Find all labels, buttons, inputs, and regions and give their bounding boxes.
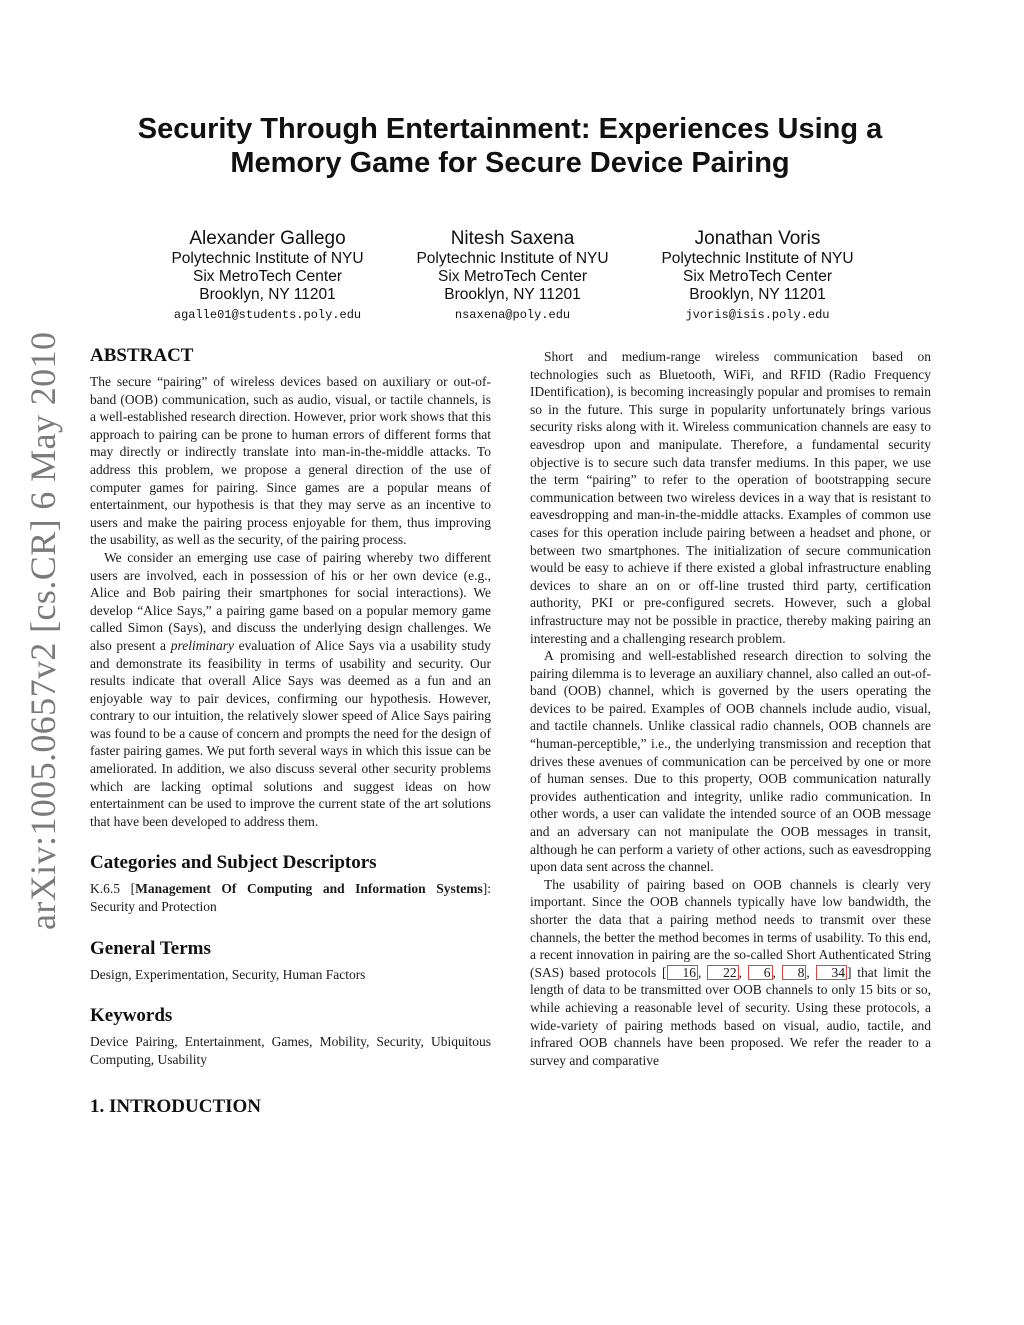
citation-link[interactable]: 6 [748, 965, 773, 980]
categories-heading: Categories and Subject Descriptors [90, 852, 377, 874]
citation-link[interactable]: 22 [707, 965, 739, 980]
author-3 [635, 228, 880, 323]
intro-paragraph-1: Short and medium-range wireless communication based on technologies such as Bluetooth, WiFi, and RFID (Radio Frequency IDentification), is becoming increasingly popular and promises to remain so in the future. This surge in popularity unfortunately brings various security risks along with it. Wireless communication channels are easy to eavesdrop upon and manipulate. Therefore, a fundamental security objective is to secure such data transfer mediums. In this paper, we use the term “pairing” to refer to the operation of bootstrapping secure communication between two wireless devices in a way that is resistant to eavesdropping and man-in-the-middle attacks. Examples of common use cases for this operation include pairing between a headset and phone, or between two smartphones. The initialization of secure communication would be easy to achieve if there existed a global infrastructure enabling devices to share an on or off-line trusted third party, certification authority, PKI or pre-configured secrets. However, such a global infrastructure may not be possible in practice, thereby making pairing an interesting and a challenging research problem. [530, 349, 931, 646]
author-address: Six MetroTech Center [437, 268, 588, 285]
author-city: Brooklyn, NY 11201 [444, 286, 581, 303]
author-affiliation: Polytechnic Institute of NYU [171, 250, 364, 267]
author-email: agalle01@students.poly.edu [173, 308, 362, 322]
emphasis-preliminary: preliminary [170, 637, 234, 653]
author-name: Nitesh Saxena [450, 228, 575, 249]
intro-paragraph-2: A promising and well-established research direction to solving the pairing dilemma is to leverage an auxiliary channel, also called an out-of-band (OOB) channel, which is governed by the users operating the devices to be paired. Examples of OOB channels include audio, visual, and tactile channels. Unlike classical radio channels, OOB channels are “human-perceptible,” i.e., the underlying transmission and reception that drives these avenues of communication can be perceived by one or more of human senses. Due to this property, OOB communication naturally provides authentication and integrity, unlike radio communication. In other words, a user can validate the intended source of an OOB message and an adversary can not manipulate the OOB messages in transit, although he can perform a variety of other actions, such as eavesdropping upon data sent across the channel. [530, 648, 931, 875]
citation-link[interactable]: 34 [816, 965, 848, 980]
citation-link[interactable]: 8 [782, 965, 807, 980]
author-address: Six MetroTech Center [682, 268, 833, 285]
introduction-heading: 1. INTRODUCTION [90, 1096, 262, 1118]
abstract-paragraph-2: We consider an emerging use case of pairing whereby two different users are involved, each in possession of his or her own device (e.g., Alice and Bob pairing their smartphones for social interactions). We develop “Alice Says,” a pairing game based on a popular memory game called Simon (Says), and discuss the underlying design challenges. We also present a preliminary evaluation of Alice Says via a usability study and demonstrate its feasibility in terms of usability and security. Our results indicate that overall Alice Says was deemed as a fun and an enjoyable way to pair devices, confirming our hypothesis. However, contrary to our intuition, the relatively slower speed of Alice Says pairing was found to be a cause of concern and prompts the need for the design of faster pairing games. We put forth several ways in which this issue can be ameliorated. In addition, we also discuss several other security problems which are lacking optimal solutions and suggest ideas on how entertainment can be used to improve the current state of the art solutions that have been developed to address them. [90, 549, 491, 829]
citation-list: [ 16 , 22 , 6 , 8 , 34 ] [662, 964, 852, 980]
general-terms-text: Design, Experimentation, Security, Human Factors [90, 966, 366, 982]
author-address: Six MetroTech Center [192, 268, 343, 285]
title-line-1: Security Through Entertainment: Experiences Using a [137, 113, 883, 145]
author-block [145, 228, 880, 323]
author-email: nsaxena@poly.edu [454, 308, 571, 322]
categories-text: K.6.5 [Management Of Computing and Information Systems]: Security and Protection [90, 881, 491, 915]
right-column [530, 348, 931, 1069]
author-city: Brooklyn, NY 11201 [689, 286, 826, 303]
arxiv-identifier-stamp: arXiv:1005.0657v2 [cs.CR] 6 May 2010 [23, 331, 63, 930]
citation-link[interactable]: 16 [667, 965, 699, 980]
author-2 [390, 228, 635, 323]
abstract-paragraph-1: The secure “pairing” of wireless devices based on auxiliary or out-of-band (OOB) communication, such as audio, visual, or tactile channels, is a well-established research direction. However, prior work shows that this approach to pairing can be prone to human errors of different forms that may directly or indirectly translate into man-in-the-middle attacks. To address this problem, we propose a general direction of the use of computer games for pairing. Since games are a popular means of entertainment, our hypothesis is that they may serve as an incentive to users and make the pairing process enjoyable for them, thus improving the usability, as well as the security, of the pairing process. [90, 374, 491, 548]
abstract-heading: ABSTRACT [90, 345, 194, 366]
author-city: Brooklyn, NY 11201 [199, 286, 336, 303]
intro-paragraph-3: The usability of pairing based on OOB channels is clearly very important. Since the OOB channels typically have low bandwidth, the shorter the data that a pairing method needs to transmit over these channels, the better the method becomes in terms of usability. To this end, a recent innovation in pairing are the so-called Short Authenticated String (SAS) based protocols [ 16 , 22 , 6 , 8 , 34 ] that limit the length of data to be transmitted over OOB channels to only 15 bits or so, while achieving a reasonable level of security. Using these protocols, a wide-variety of pairing methods based on visual, audio, tactile, and infrared OOB channels have been proposed. We refer the reader to a survey and comparative [530, 876, 931, 1068]
general-terms-heading: General Terms [90, 937, 211, 959]
title-line-2: Memory Game for Secure Device Pairing [230, 147, 790, 179]
author-affiliation: Polytechnic Institute of NYU [416, 250, 609, 267]
author-affiliation: Polytechnic Institute of NYU [661, 250, 854, 267]
author-email: jvoris@isis.poly.edu [685, 308, 830, 322]
keywords-heading: Keywords [90, 1005, 173, 1027]
author-name: Alexander Gallego [189, 228, 346, 249]
left-column [90, 345, 491, 1124]
keywords-text: Device Pairing, Entertainment, Games, Mobility, Security, Ubiquitous Computing, Usability [90, 1034, 491, 1067]
author-1 [145, 228, 390, 323]
paper-title [110, 112, 910, 180]
author-name: Jonathan Voris [694, 228, 821, 249]
